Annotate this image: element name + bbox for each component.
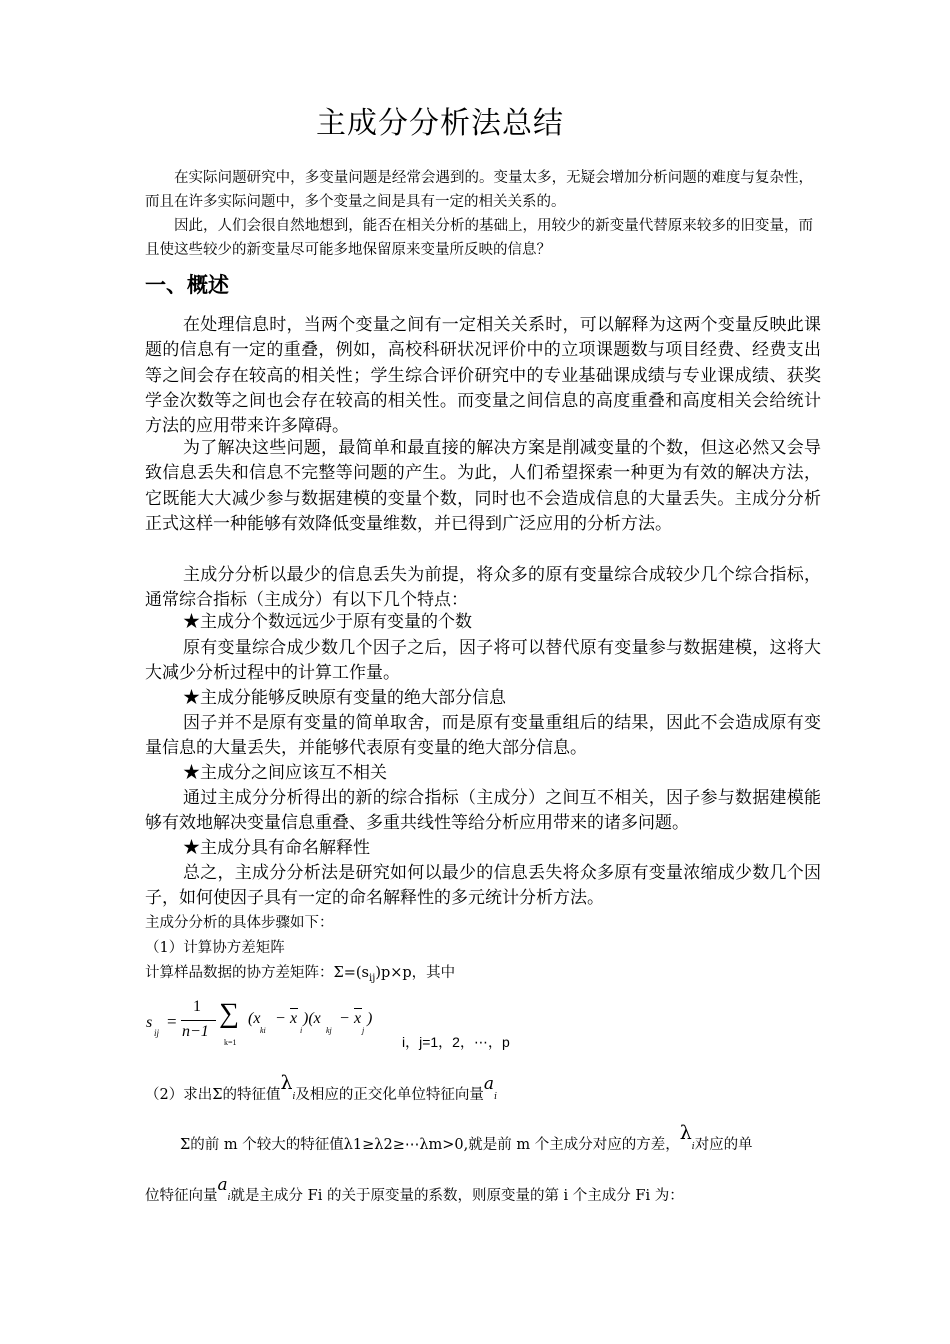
step-1-text bbox=[145, 962, 455, 986]
eigenvalue-text-a: Σ的前 m 个较大的特征值λ1≥λ2≥⋯λm>0,就是前 m 个主成分对应的方差， bbox=[180, 1137, 680, 1153]
step-2-vector-sub: i bbox=[494, 1092, 497, 1102]
formula-numerator: 1 bbox=[193, 998, 201, 1015]
formula-xbar-2: x bbox=[354, 1010, 362, 1027]
eigenvector-sub: i bbox=[227, 1193, 231, 1203]
formula-equals: = bbox=[167, 1012, 177, 1031]
step-1-subscript: ij bbox=[369, 973, 376, 984]
eigenvalue-paragraph-line-2 bbox=[145, 1175, 684, 1213]
section-heading-overview: 一、概述 bbox=[145, 273, 229, 297]
formula-lhs: s bbox=[146, 1014, 153, 1031]
step-1-text-b: )p×p，其中 bbox=[375, 965, 456, 981]
formula-minus-1: − bbox=[276, 1010, 286, 1027]
intro-paragraph-1: 在实际问题研究中，多变量问题是经常会遇到的。变量太多，无疑会增加分析问题的难度与复杂性，而且在许多实际问题中，多个变量之间是具有一定的相关关系的。 bbox=[145, 170, 813, 210]
feature-2-title: ★主成分能够反映原有变量的绝大部分信息 bbox=[183, 688, 506, 708]
formula-term-2: )(x bbox=[303, 1010, 321, 1027]
overview-paragraph-3: 主成分分析以最少的信息丢失为前提，将众多的原有变量综合成较少几个综合指标，通常综合指标（主成分）有以下几个特点： bbox=[145, 565, 821, 611]
eigenvalue-lambda: λ bbox=[679, 1122, 692, 1144]
formula-sum-lower: k=1 bbox=[224, 1038, 237, 1047]
formula-overbar-2 bbox=[354, 1008, 362, 1009]
feature-3-text: 通过主成分分析得出的新的综合指标（主成分）之间互不相关，因子参与数据建模能够有效地解决变量信息重叠、多重共线性等给分析应用带来的诸多问题。 bbox=[145, 788, 821, 834]
formula-term-1: (x bbox=[248, 1010, 261, 1027]
feature-1-title: ★主成分个数远远少于原有变量的个数 bbox=[183, 612, 472, 632]
step-2-lambda-sub: i bbox=[292, 1092, 296, 1102]
step-2-text-b: 及相应的正交化单位特征向量 bbox=[295, 1087, 484, 1103]
formula-sum-sign: ∑ bbox=[219, 998, 239, 1029]
feature-1-text: 原有变量综合成少数几个因子之后，因子将可以替代原有变量参与数据建模，这将大大减少分析过程中的计算工作量。 bbox=[145, 638, 821, 684]
overview-paragraph-2: 为了解决这些问题，最简单和最直接的解决方案是削减变量的个数，但这必然又会导致信息丢失和信息不完整等问题的产生。为此，人们希望探索一种更为有效的解决方法，它既能大大减少参与数据建模的变量个数，同时也不会造成信息的大量丢失。主成分分析正式这样一种能够有效降低变量维数，并已得到广泛应用的分析方法。 bbox=[145, 438, 821, 534]
formula-denominator: n−1 bbox=[182, 1023, 209, 1040]
overview-paragraph-1: 在处理信息时，当两个变量之间有一定相关关系时，可以解释为这两个变量反映此课题的信息有一定的重叠，例如，高校科研状况评价中的立项课题数与项目经费、经费支出等之间会存在较高的相关性；学生综合评价研究中的专业基础课成绩与专业课成绩、获奖学金次数等之间也会存在较高的相关性。而变量之间信息的高度重叠和高度相关会给统计方法的应用带来许多障碍。 bbox=[145, 315, 821, 437]
formula-xbar-1: x bbox=[290, 1010, 298, 1027]
step-2-vector-symbol: a bbox=[483, 1074, 495, 1094]
feature-3-title: ★主成分之间应该互不相关 bbox=[183, 763, 387, 783]
formula-sub-i: i bbox=[300, 1026, 303, 1035]
formula-lhs-sub: ij bbox=[154, 1028, 160, 1038]
eigenvector-symbol: a bbox=[217, 1175, 228, 1195]
formula-minus-2: − bbox=[340, 1010, 350, 1027]
feature-2-text: 因子并不是原有变量的简单取舍，而是原有变量重组后的结果，因此不会造成原有变量信息的大量丢失，并能够代表原有变量的绝大部分信息。 bbox=[145, 713, 821, 759]
eigenvalue-paragraph-line-1 bbox=[180, 1122, 753, 1162]
step-2-lambda: λ bbox=[280, 1072, 293, 1094]
formula-index-range: i，j=1，2，⋯，p bbox=[402, 1034, 510, 1050]
formula-sub-j: j bbox=[362, 1026, 365, 1035]
step-2-text-a: （2）求出Σ的特征值 bbox=[145, 1087, 281, 1103]
eigenvector-text-a: 位特征向量 bbox=[145, 1188, 218, 1204]
feature-4-title: ★主成分具有命名解释性 bbox=[183, 838, 370, 858]
formula-fraction-bar bbox=[181, 1020, 216, 1021]
formula-sub-ki: ki bbox=[260, 1026, 266, 1035]
steps-intro: 主成分分析的具体步骤如下： bbox=[145, 915, 334, 931]
intro-paragraph-2: 因此，人们会很自然地想到，能否在相关分析的基础上，用较少的新变量代替原来较多的旧变量，而且使这些较少的新变量尽可能多地保留原来变量所反映的信息？ bbox=[145, 218, 813, 258]
step-1-title: （1）计算协方差矩阵 bbox=[145, 940, 285, 956]
formula-overbar-1 bbox=[290, 1008, 298, 1009]
covariance-formula bbox=[140, 994, 560, 1054]
step-2-text bbox=[145, 1072, 497, 1112]
eigenvalue-lambda-sub: i bbox=[691, 1142, 695, 1152]
formula-sub-kj: kj bbox=[326, 1026, 332, 1035]
formula-close-paren: ) bbox=[367, 1010, 373, 1027]
page-title: 主成分分析法总结 bbox=[316, 106, 564, 141]
eigenvector-text-b: 就是主成分 Fi 的关于原变量的系数，则原变量的第 i 个主成分 Fi 为： bbox=[230, 1188, 684, 1204]
eigenvalue-text-b: 对应的单 bbox=[694, 1137, 753, 1153]
feature-4-text: 总之，主成分分析法是研究如何以最少的信息丢失将众多原有变量浓缩成少数几个因子，如何使因子具有一定的命名解释性的多元统计分析方法。 bbox=[145, 863, 821, 909]
step-1-text-a: 计算样品数据的协方差矩阵：Σ=(s bbox=[145, 965, 369, 981]
